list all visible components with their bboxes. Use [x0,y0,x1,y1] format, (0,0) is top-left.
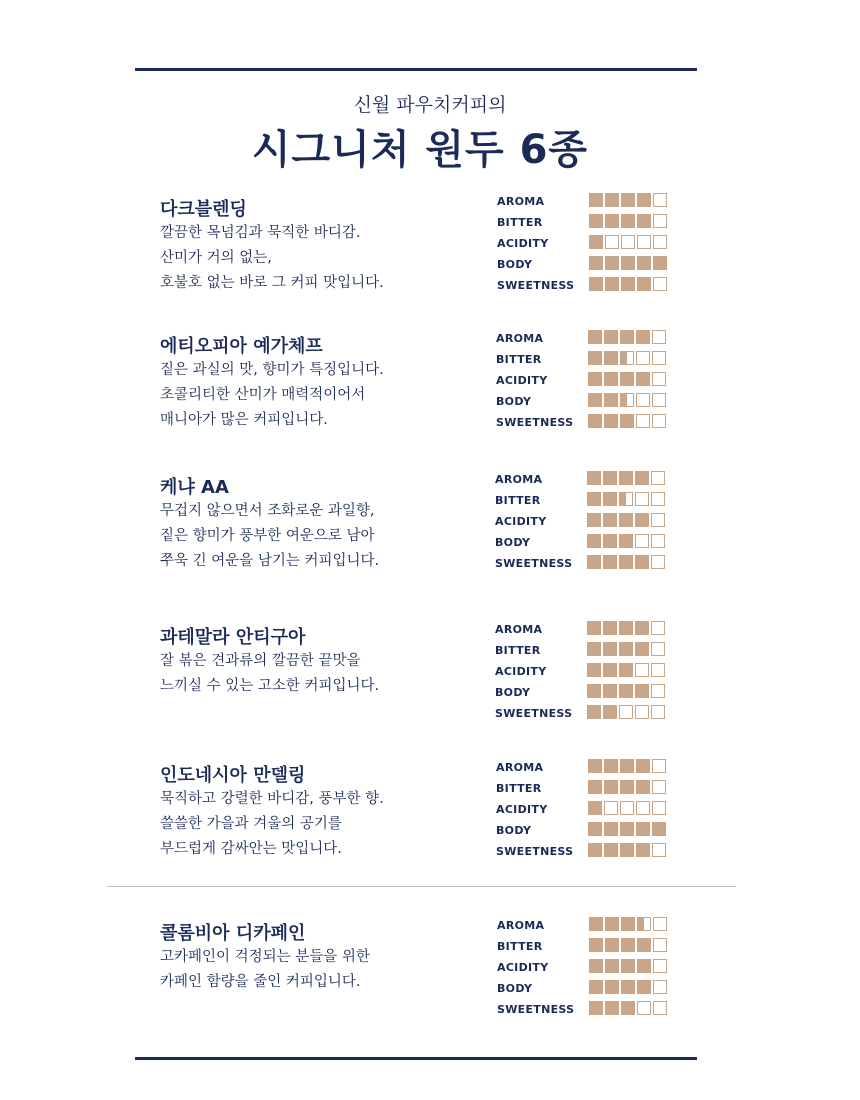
score-box [603,534,617,548]
flavor-label: BITTER [496,782,542,795]
score-box [619,513,633,527]
score-box [605,1001,619,1015]
flavor-label: ACIDITY [497,237,549,250]
page-title: 시그니처 원두 6종 [251,127,589,173]
score-box [621,235,635,249]
score-box [619,663,633,677]
coffee-item [0,471,860,591]
flavor-row-sweetness [496,414,686,435]
flavor-label: SWEETNESS [497,1003,575,1016]
score-box [604,393,618,407]
flavor-label: BODY [495,536,531,549]
score-box [603,684,617,698]
flavor-score-boxes [587,642,665,656]
flavor-label: BODY [496,824,532,837]
score-box [635,492,649,506]
score-box [621,959,635,973]
score-box [620,330,634,344]
flavor-label: BITTER [497,216,543,229]
score-box [589,256,603,270]
score-box [653,277,667,291]
score-box [620,822,634,836]
flavor-score-boxes [588,780,666,794]
score-box [619,555,633,569]
flavor-score-boxes [589,256,667,270]
score-box [588,351,602,365]
score-box [651,642,665,656]
score-box [619,684,633,698]
score-box [619,534,633,548]
flavor-score-boxes [587,621,665,635]
coffee-name: 다크블렌딩 [160,199,247,220]
flavor-score-boxes [589,277,667,291]
score-box [603,705,617,719]
score-box [589,277,603,291]
score-box [636,330,650,344]
score-box [587,621,601,635]
score-box [604,759,618,773]
score-box [637,1001,651,1015]
flavor-score-boxes [588,351,666,365]
score-box [621,193,635,207]
score-box [589,959,603,973]
score-box [588,801,602,815]
coffee-name: 에티오피아 예가체프 [160,336,323,357]
flavor-score-boxes [588,330,666,344]
description-line: 쭈욱 긴 여운을 남기는 커피입니다. [160,553,380,569]
flavor-score-boxes [589,235,667,249]
flavor-label: SWEETNESS [497,279,575,292]
description-line: 짙은 과실의 맛, 향미가 특징입니다. [160,362,384,378]
flavor-row-aroma [497,193,687,214]
score-box [620,372,634,386]
score-box [619,471,633,485]
score-box [604,351,618,365]
flavor-score-boxes [587,705,665,719]
flavor-label: SWEETNESS [495,557,573,570]
description-line: 산미가 거의 없는, [160,250,272,266]
score-box [653,235,667,249]
score-box [637,917,651,931]
coffee-name: 콜롬비아 디카페인 [160,923,306,944]
flavor-label: BODY [497,982,533,995]
score-box [619,621,633,635]
flavor-label: ACIDITY [496,374,548,387]
score-box [652,801,666,815]
flavor-row-aroma [496,759,686,780]
score-box [636,822,650,836]
score-box [653,917,667,931]
description-line: 고카페인이 걱정되는 분들을 위한 [160,949,370,965]
score-box [605,235,619,249]
score-box [587,555,601,569]
score-box [651,513,665,527]
coffee-description [160,358,384,433]
score-box [589,917,603,931]
score-box [620,393,634,407]
score-box [652,372,666,386]
score-box [651,663,665,677]
score-box [588,843,602,857]
flavor-row-sweetness [495,555,685,576]
flavor-score-boxes [588,843,666,857]
score-box [636,372,650,386]
flavor-label: ACIDITY [496,803,548,816]
flavor-row-aroma [496,330,686,351]
score-box [636,843,650,857]
score-box [651,684,665,698]
score-box [604,330,618,344]
score-box [603,513,617,527]
score-box [588,759,602,773]
flavor-label: AROMA [496,332,544,345]
score-box [637,193,651,207]
score-box [589,235,603,249]
score-box [636,351,650,365]
flavor-row-sweetness [495,705,685,726]
score-box [588,822,602,836]
flavor-score-boxes [587,513,665,527]
flavor-row-aroma [495,471,685,492]
score-box [620,801,634,815]
score-box [605,938,619,952]
flavor-score-boxes [587,492,665,506]
flavor-score-boxes [589,214,667,228]
score-box [588,780,602,794]
score-box [604,801,618,815]
flavor-score-boxes [588,393,666,407]
score-box [653,193,667,207]
flavor-label: SWEETNESS [495,707,573,720]
coffee-item [0,330,860,450]
flavor-score-boxes [589,980,667,994]
score-box [589,214,603,228]
flavor-profile [497,193,687,298]
score-box [651,621,665,635]
flavor-row-sweetness [497,1001,687,1022]
score-box [652,414,666,428]
score-box [637,959,651,973]
flavor-label: BODY [495,686,531,699]
description-line: 무겁지 않으면서 조화로운 과일향, [160,503,375,519]
score-box [620,351,634,365]
flavor-label: BITTER [496,353,542,366]
score-box [603,555,617,569]
score-box [651,705,665,719]
score-box [635,705,649,719]
score-box [636,414,650,428]
flavor-row-bitter [495,642,685,663]
score-box [620,414,634,428]
score-box [589,938,603,952]
flavor-score-boxes [588,414,666,428]
score-box [635,684,649,698]
score-box [589,980,603,994]
flavor-profile [497,917,687,1022]
flavor-label: SWEETNESS [496,845,574,858]
score-box [603,663,617,677]
score-box [635,555,649,569]
score-box [588,330,602,344]
flavor-row-body [497,980,687,1001]
flavor-row-aroma [497,917,687,938]
flavor-row-bitter [495,492,685,513]
flavor-row-body [496,822,686,843]
score-box [621,277,635,291]
score-box [621,980,635,994]
flavor-row-aroma [495,621,685,642]
flavor-row-acidity [495,663,685,684]
flavor-score-boxes [589,193,667,207]
flavor-row-bitter [497,214,687,235]
score-box [604,780,618,794]
flavor-label: AROMA [495,623,543,636]
score-box [604,843,618,857]
coffee-name: 인도네시아 만델링 [160,765,306,786]
description-line: 호불호 없는 바로 그 커피 맛입니다. [160,275,384,291]
flavor-score-boxes [588,822,666,836]
description-line: 카페인 함량을 줄인 커피입니다. [160,974,361,990]
score-box [653,980,667,994]
score-box [605,980,619,994]
score-box [587,705,601,719]
flavor-label: BODY [496,395,532,408]
flavor-score-boxes [588,372,666,386]
description-line: 묵직하고 강렬한 바디감, 풍부한 향. [160,791,384,807]
flavor-score-boxes [587,534,665,548]
score-box [589,193,603,207]
score-box [620,843,634,857]
score-box [619,705,633,719]
description-line: 깔끔한 목넘김과 묵직한 바디감. [160,225,361,241]
coffee-description [160,499,379,574]
score-box [605,277,619,291]
bottom-rule [135,1057,697,1060]
score-box [636,759,650,773]
score-box [651,471,665,485]
description-line: 매니아가 많은 커피입니다. [160,412,328,428]
score-box [603,642,617,656]
coffee-description [160,787,384,862]
score-box [635,513,649,527]
score-box [651,492,665,506]
flavor-label: ACIDITY [497,961,549,974]
score-box [587,492,601,506]
score-box [653,214,667,228]
flavor-row-bitter [496,351,686,372]
flavor-row-acidity [497,235,687,256]
coffee-description [160,945,370,995]
flavor-label: AROMA [497,919,545,932]
flavor-profile [495,471,685,576]
score-box [652,780,666,794]
score-box [621,917,635,931]
score-box [635,534,649,548]
score-box [637,277,651,291]
description-line: 느끼실 수 있는 고소한 커피입니다. [160,678,380,694]
score-box [604,414,618,428]
score-box [605,214,619,228]
score-box [637,235,651,249]
score-box [652,351,666,365]
flavor-row-bitter [496,780,686,801]
score-box [587,663,601,677]
flavor-row-body [496,393,686,414]
score-box [636,801,650,815]
coffee-name: 과테말라 안티구아 [160,627,306,648]
coffee-item [0,193,860,313]
score-box [652,330,666,344]
score-box [604,822,618,836]
flavor-score-boxes [587,663,665,677]
flavor-label: AROMA [496,761,544,774]
score-box [620,759,634,773]
description-line: 잘 볶은 견과류의 깔끔한 끝맛을 [160,653,361,669]
coffee-description [160,221,384,296]
flavor-label: ACIDITY [495,665,547,678]
score-box [652,759,666,773]
flavor-row-body [495,684,685,705]
score-box [653,938,667,952]
score-box [587,471,601,485]
coffee-item [0,759,860,879]
flavor-row-acidity [496,801,686,822]
flavor-row-acidity [495,513,685,534]
flavor-row-acidity [497,959,687,980]
score-box [619,492,633,506]
score-box [652,843,666,857]
flavor-score-boxes [588,801,666,815]
score-box [637,980,651,994]
flavor-label: AROMA [497,195,545,208]
score-box [587,684,601,698]
score-box [603,492,617,506]
score-box [587,642,601,656]
flavor-label: BITTER [495,494,541,507]
score-box [653,959,667,973]
score-box [635,642,649,656]
flavor-label: AROMA [495,473,543,486]
score-box [651,534,665,548]
score-box [589,1001,603,1015]
flavor-row-bitter [497,938,687,959]
flavor-label: BODY [497,258,533,271]
score-box [621,256,635,270]
coffee-item [0,917,860,1037]
score-box [637,938,651,952]
score-box [651,555,665,569]
flavor-row-sweetness [496,843,686,864]
description-line: 부드럽게 감싸안는 맛입니다. [160,841,342,857]
score-box [653,1001,667,1015]
score-box [605,917,619,931]
flavor-score-boxes [587,684,665,698]
score-box [636,780,650,794]
score-box [635,621,649,635]
flavor-row-body [497,256,687,277]
score-box [587,534,601,548]
coffee-name: 케냐 AA [160,477,229,498]
flavor-label: SWEETNESS [496,416,574,429]
score-box [621,938,635,952]
flavor-profile [496,330,686,435]
score-box [635,663,649,677]
score-box [605,959,619,973]
score-box [605,193,619,207]
score-box [603,621,617,635]
flavor-score-boxes [589,938,667,952]
coffee-item [0,621,860,741]
coffee-description [160,649,379,699]
score-box [604,372,618,386]
score-box [603,471,617,485]
score-box [621,1001,635,1015]
flavor-score-boxes [589,917,667,931]
flavor-row-body [495,534,685,555]
flavor-label: BITTER [497,940,543,953]
section-divider [107,886,736,887]
flavor-score-boxes [589,959,667,973]
description-line: 초콜리티한 산미가 매력적이어서 [160,387,366,403]
flavor-score-boxes [587,471,665,485]
flavor-row-sweetness [497,277,687,298]
score-box [621,214,635,228]
score-box [637,214,651,228]
score-box [605,256,619,270]
score-box [635,471,649,485]
score-box [637,256,651,270]
flavor-score-boxes [589,1001,667,1015]
score-box [587,513,601,527]
flavor-profile [496,759,686,864]
score-box [652,393,666,407]
flavor-label: ACIDITY [495,515,547,528]
score-box [652,822,666,836]
top-rule [135,68,697,71]
score-box [588,393,602,407]
score-box [588,414,602,428]
score-box [620,780,634,794]
score-box [588,372,602,386]
flavor-row-acidity [496,372,686,393]
score-box [653,256,667,270]
flavor-label: BITTER [495,644,541,657]
flavor-score-boxes [588,759,666,773]
score-box [619,642,633,656]
flavor-score-boxes [587,555,665,569]
description-line: 짙은 향미가 풍부한 여운으로 남아 [160,528,375,544]
description-line: 쓸쓸한 가을과 겨울의 공기를 [160,816,342,832]
page-subtitle: 신월 파우치커피의 [353,94,507,116]
flavor-profile [495,621,685,726]
score-box [636,393,650,407]
